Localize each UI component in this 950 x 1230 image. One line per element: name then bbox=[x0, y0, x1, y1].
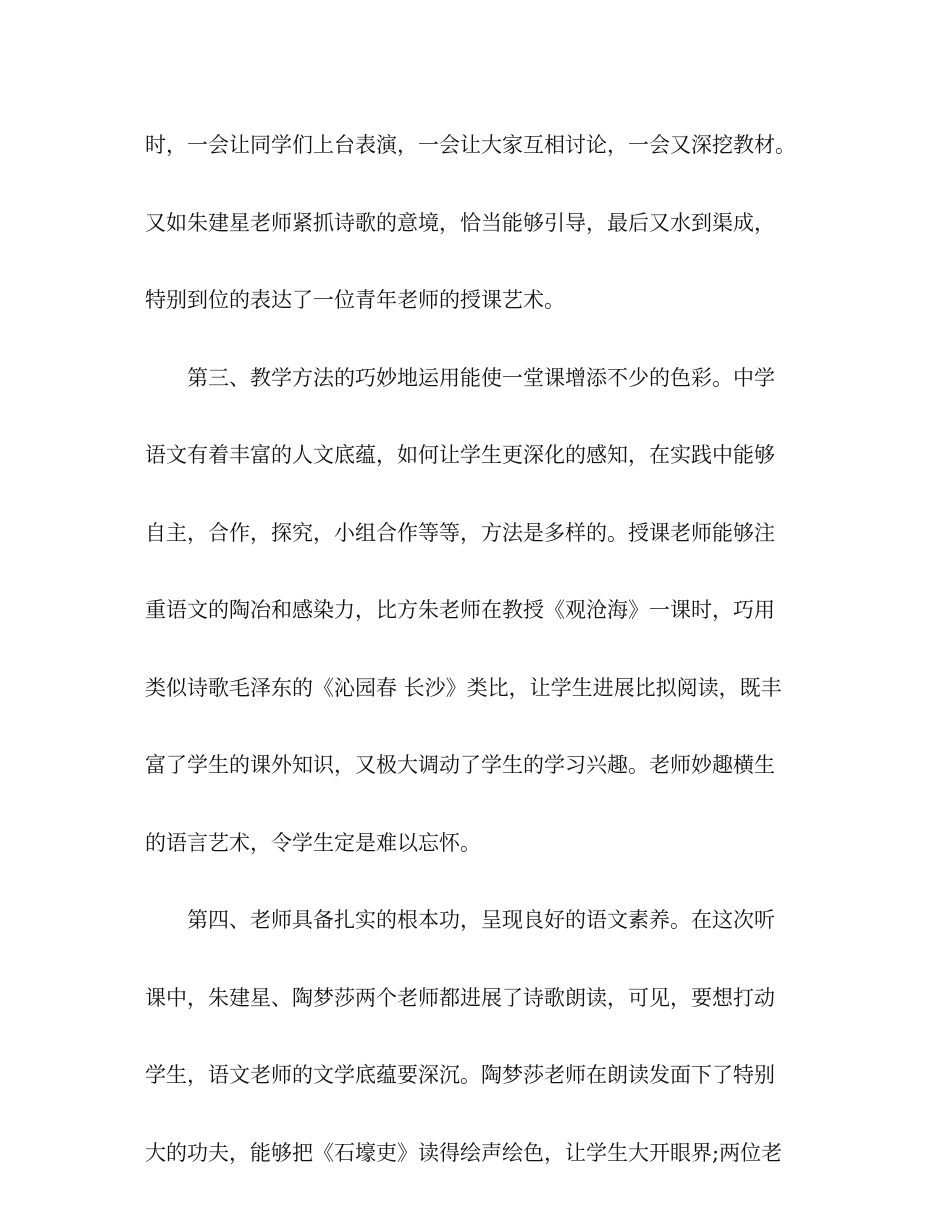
text-line: 特别到位的表达了一位青年老师的授课艺术。 bbox=[145, 288, 565, 312]
text-line: 语文有着丰富的人文底蕴，如何让学生更深化的感知，在实践中能够 bbox=[145, 443, 775, 467]
text-line: 的语言艺术，令学生定是难以忘怀。 bbox=[145, 830, 481, 855]
text-line: 自主，合作，探究，小组合作等等，方法是多样的。授课老师能够注 bbox=[145, 520, 775, 545]
text-line: 富了学生的课外知识，又极大调动了学生的学习兴趣。老师妙趣横生 bbox=[145, 753, 775, 777]
paragraph-start-line: 第四、老师具备扎实的根本功，呈现良好的语文素养。在这次听 bbox=[187, 908, 775, 932]
text-line: 又如朱建星老师紧抓诗歌的意境，恰当能够引导，最后又水到渠成， bbox=[145, 210, 775, 235]
document-body bbox=[145, 125, 810, 1210]
text-line: 大的功夫，能够把《石壕吏》读得绘声绘色，让学生大开眼界;两位老 bbox=[145, 1140, 783, 1165]
text-line: 时，一会让同学们上台表演，一会让大家互相讨论，一会又深挖教材。 bbox=[145, 133, 796, 157]
text-line: 类似诗歌毛泽东的《沁园春 长沙》类比，让学生进展比拟阅读，既丰 bbox=[145, 675, 782, 700]
paragraph-start-line: 第三、教学方法的巧妙地运用能使一堂课增添不少的色彩。中学 bbox=[187, 365, 775, 390]
text-line: 学生，语文老师的文学底蕴要深沉。陶梦莎老师在朗读发面下了特别 bbox=[145, 1063, 775, 1087]
text-line: 课中，朱建星、陶梦莎两个老师都进展了诗歌朗读，可见，要想打动 bbox=[145, 985, 775, 1010]
text-line: 重语文的陶冶和感染力，比方朱老师在教授《观沧海》一课时，巧用 bbox=[145, 598, 775, 622]
